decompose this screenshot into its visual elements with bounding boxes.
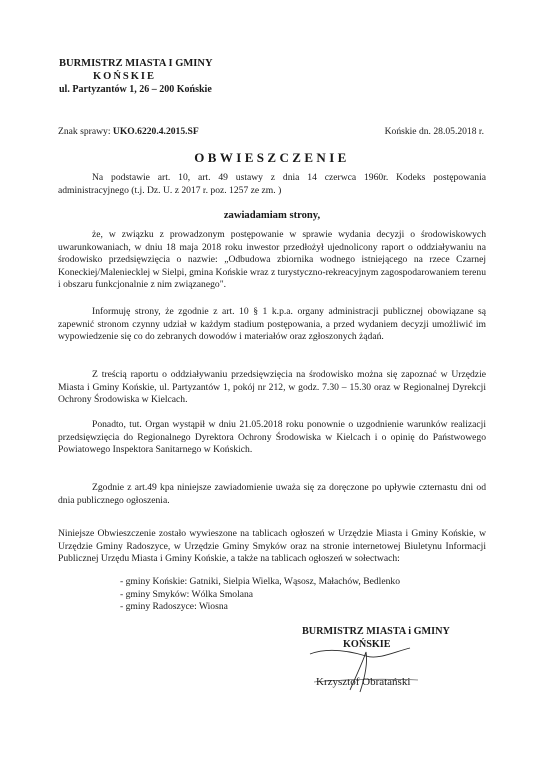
paragraph-rights <box>58 306 486 344</box>
case-reference <box>58 126 199 137</box>
paragraph-access <box>58 369 486 407</box>
announcement-heading: zawiadamiam strony, <box>223 210 321 221</box>
paragraph-report <box>58 229 486 292</box>
paragraph-access-text: Z treścią raportu o oddziaływaniu przedsięwzięcia na środowisko można się zapoznać w Urzędzie Miasta i Gminy Końskie, ul. Partyzantów 1, pokój nr 212, w godz. 7.30 – 15.30 oraz w Regionalnej Dyrekcji Ochrony Środowiska w Kielcach. <box>58 369 486 406</box>
signature-title-line2: KOŃSKIE <box>343 639 391 650</box>
case-reference-label: Znak sprawy: <box>58 126 111 137</box>
paragraph-rights-text: Informuję strony, że zgodnie z art. 10 § 1 k.p.a. organy administracji publicznej obowiązane są zapewnić stronom czynny udział w każdym stadium postępowania, a przed wydaniem decyzji umożliwić im wypowiedzenie się co do zebranych dowodów i materiałów oraz zgłoszonych żądań. <box>58 306 486 343</box>
signatory-name: Krzysztof Obratański <box>316 676 411 688</box>
office-name-line2: KOŃSKIE <box>93 71 157 82</box>
paragraph-agreement <box>58 419 486 457</box>
list-item: - gminy Smyków: Wólka Smolana <box>120 588 254 600</box>
intro-paragraph <box>58 172 486 197</box>
paragraph-publication-text: Niniejsze Obwieszczenie zostało wywieszone na tablicach ogłoszeń w Urzędzie Miasta i Gminy Końskie, w Urzędzie Gminy Radoszyce, w Urzędzie Gminy Smyków oraz na stronie internetowej Biuletynu Informacji Publicznej Urzędu Miasta i Gminy Końskie, a także na tablicach ogłoszeń w sołectwach: <box>58 528 486 565</box>
signature-title-line1: BURMISTRZ MIASTA i GMINY <box>302 626 450 637</box>
list-item: - gminy Końskie: Gatniki, Sielpia Wielka, Wąsosz, Małachów, Bedlenko <box>120 576 400 587</box>
paragraph-delivery-text: Zgodnie z art.49 kpa niniejsze zawiadomienie uważa się za doręczone po upływie czternastu dni od dnia publicznego ogłoszenia. <box>58 482 486 506</box>
paragraph-publication <box>58 528 486 566</box>
municipality-list <box>120 576 400 614</box>
paragraph-report-text: że, w związku z prowadzonym postępowanie w sprawie wydania decyzji o środowiskowych uwarunkowaniach, w dniu 18 maja 2018 roku inwestor przedłożył ujednolicony raport o oddziaływaniu na środowisko przedsięwzięcia o nazwie: „Odbudowa zbiornika wodnego istniejącego na rzece Czarnej Koneckiej/Maleniecklej w Sielpi, gmina Końskie wraz z turystyczno-rekreacyjnym zagospodarowaniem terenu i obszaru funkcjonalnie z nim związanego". <box>58 229 486 291</box>
office-name-line1: BURMISTRZ MIASTA I GMINY <box>59 58 213 69</box>
paragraph-delivery <box>58 482 486 507</box>
handwritten-signature <box>306 646 426 698</box>
place-and-date: Końskie dn. 28.05.2018 r. <box>384 126 484 137</box>
case-reference-number: UKO.6220.4.2015.SF <box>112 126 199 137</box>
list-item: - gminy Radoszyce: Wiosna <box>120 601 228 613</box>
office-address: ul. Partyzantów 1, 26 – 200 Końskie <box>59 84 212 95</box>
intro-text: Na podstawie art. 10, art. 49 ustawy z dnia 14 czerwca 1960r. Kodeks postępowania administracyjnego (t.j. Dz. U. z 2017 r. poz. 1257 ze zm. ) <box>58 172 486 196</box>
document-title: OBWIESZCZENIE <box>194 150 350 165</box>
paragraph-agreement-text: Ponadto, tut. Organ wystąpił w dniu 21.05.2018 roku ponownie o uzgodnienie warunków realizacji przedsięwzięcia do Regionalnego Dyrektora Ochrony Środowiska w Kielcach i o opinię do Państwowego Powiatowego Inspektora Sanitarnego w Końskich. <box>58 419 486 456</box>
